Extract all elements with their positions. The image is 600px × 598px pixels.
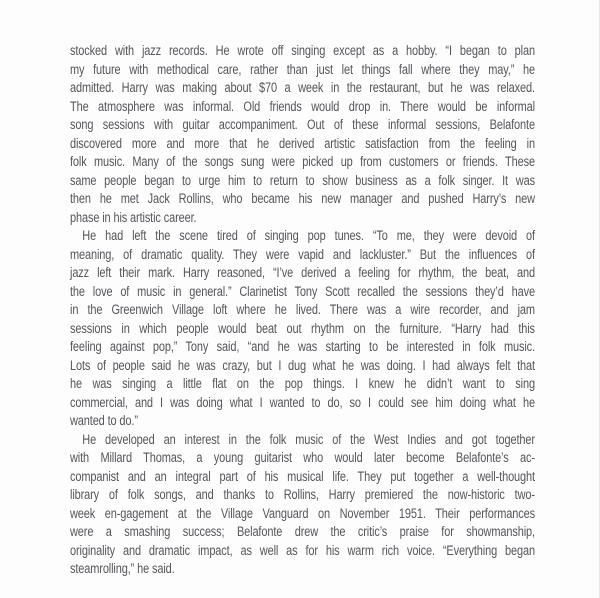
text-line: week en-gagement at the Village Vanguard on November 1951. Their performances	[70, 505, 535, 521]
text-line: steamrolling,” he said.	[70, 561, 175, 576]
text-line: jazz left their mark. Harry reasoned, “I’ve derived a feeling for rhythm, the beat, and	[70, 265, 535, 280]
paragraph	[70, 42, 535, 227]
text-line: originality and dramatic impact, as well as for his warm rich voice. “Everything began	[70, 542, 535, 558]
paragraph	[70, 227, 535, 431]
text-line: He developed an interest in the folk music of the West Indies and got together	[82, 431, 535, 447]
text-line: then he met Jack Rollins, who became his new manager and pushed Harry’s new	[70, 191, 535, 206]
body-text	[70, 42, 535, 579]
text-line: he was singing a little flat on the pop things. I knew he didn’t want to sing	[70, 376, 535, 391]
text-line: sessions in which people would beat out rhythm on the furniture. “Harry had this	[70, 320, 535, 336]
text-line: companist and an integral part of his musical life. They put together a well-thought	[70, 468, 535, 484]
text-line: stocked with jazz records. He wrote off singing except as a hobby. “I began to plan	[70, 43, 535, 58]
text-line: meaning, of dramatic quality. They were vapid and lackluster.” But the influences of	[70, 246, 535, 262]
text-line: folk music. Many of the songs sung were picked up from customers or friends. These	[70, 154, 535, 169]
text-line: same people began to urge him to return to show business as a folk singer. It was	[70, 172, 535, 188]
text-line: commercial, and I was doing what I wanted to do, so I could see him doing what he	[70, 394, 535, 410]
text-line: with Millard Thomas, a young guitarist who would later become Belafonte’s ac-	[70, 450, 535, 465]
text-line: my future with methodical care, rather than just let things fall where they may,” he	[70, 61, 535, 77]
paragraph	[70, 431, 535, 579]
text-line: were a smashing success; Belafonte drew the critic’s praise for showmanship,	[70, 524, 535, 539]
text-line: wanted to do.”	[70, 413, 138, 428]
text-line: admitted. Harry was making about $70 a week in the restaurant, but he was relaxed.	[70, 80, 535, 95]
text-line: feeling against pop,” Tony said, “and he was starting to be interested in folk music.	[70, 339, 535, 354]
text-line: He had left the scene tired of singing pop tunes. “To me, they were devoid of	[82, 228, 535, 243]
text-line: the love of music in general.” Clarinetist Tony Scott recalled the sessions they’d have	[70, 283, 535, 299]
text-line: song sessions with guitar accompaniment. Out of these informal sessions, Belafonte	[70, 117, 535, 132]
text-line: library of folk songs, and thanks to Rollins, Harry premiered the now-historic two-	[70, 487, 535, 502]
text-line: in the Greenwich Village loft where he lived. There was a wire recorder, and jam	[70, 302, 535, 317]
text-line: discovered more and more that he derived artistic satisfaction from the feeling in	[70, 135, 535, 151]
text-line: Lots of people said he was crazy, but I dug what he was doing. I had always felt that	[70, 357, 535, 373]
text-line: The atmosphere was informal. Old friends would drop in. There would be informal	[70, 98, 535, 114]
text-line: phase in his artistic career.	[70, 209, 197, 225]
